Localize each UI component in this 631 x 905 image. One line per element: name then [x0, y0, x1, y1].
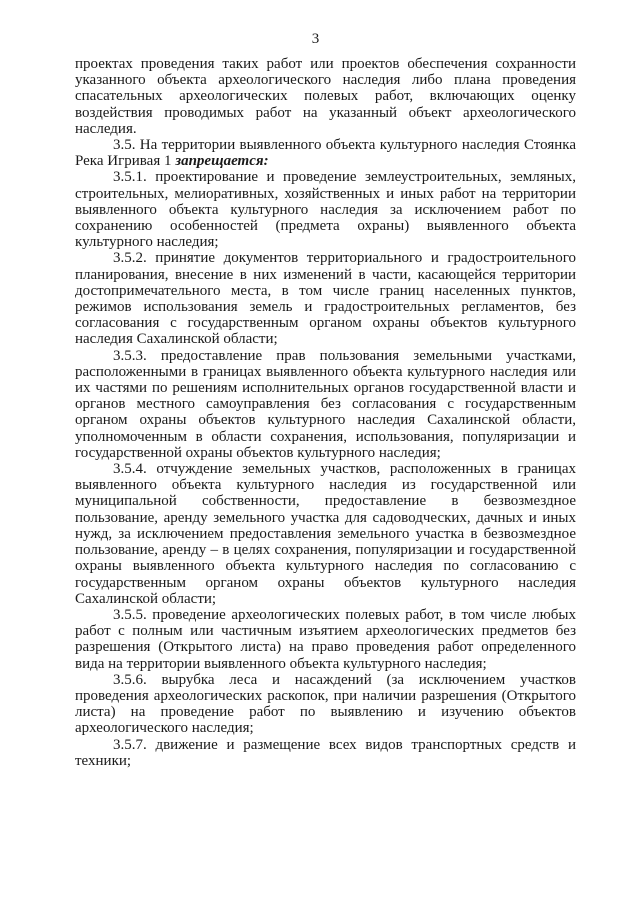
paragraph-3-5-1: 3.5.1. проектирование и проведение землеустроительных, земляных, строительных, мелиоративных, хозяйственных и иных работ на территории выявленного объекта культурного наследия за исключением работ по сохранению особенностей (предмета охраны) выявленного объекта культурного наследия;	[75, 169, 576, 251]
prohibited-heading: запрещается:	[175, 153, 269, 170]
paragraph-3-5-5: 3.5.5. проведение археологических полевых работ, в том числе любых работ с полным или частичным изъятием археологических предметов без разрешения (Открытого листа) на право проведения работ определенного вида на территории выявленного объекта культурного наследия;	[75, 606, 576, 672]
paragraph-continuation: проектах проведения таких работ или проектов обеспечения сохранности указанного объекта археологического наследия либо плана проведения спасательных археологических полевых работ, включающих оценку воздействия проводимых работ на указанный объект археологического наследия.	[75, 56, 576, 137]
paragraph-3-5-text: 3.5. На территории выявленного объекта культурного наследия Стоянка Река Игривая 1	[75, 137, 576, 170]
paragraph-3-5-4: 3.5.4. отчуждение земельных участков, расположенных в границах выявленного объекта культурного наследия из государственной или муниципальной собственности, предоставление в безвозмездное пользование, аренду земельного участка для садоводческих, дачных и иных нужд, за исключением предоставления земельного участка в безвозмездное пользование, аренду – в целях сохранения, популяризации и государственной охраны выявленного объекта культурного наследия по согласованию с государственным органом охраны объектов культурного наследия Сахалинской области;	[75, 461, 576, 607]
paragraph-3-5-7: 3.5.7. движение и размещение всех видов транспортных средств и техники;	[75, 736, 576, 769]
document-body	[75, 56, 576, 769]
paragraph-3-5-2: 3.5.2. принятие документов территориального и градостроительного планирования, внесение в них изменений в части, касающейся территории достопримечательного места, в том числе границ населенных пунктов, режимов использования земель и градостроительных регламентов, без согласования с государственным органом охраны объектов культурного наследия Сахалинской области;	[75, 250, 576, 348]
paragraph-3-5	[75, 137, 576, 169]
page-number: 3	[311, 31, 320, 47]
paragraph-3-5-6: 3.5.6. вырубка леса и насаждений (за исключением участков проведения археологических раскопок, при наличии разрешения (Открытого листа) на проведение работ по выявлению и изучению объектов археологического наследия;	[75, 671, 576, 737]
paragraph-3-5-3: 3.5.3. предоставление прав пользования земельными участками, расположенными в границах выявленного объекта культурного наследия или их частями по решениям исполнительных органов государственной власти и органов местного самоуправления без согласования с государственным органом охраны объектов культурного наследия Сахалинской области, уполномоченным в области сохранения, использования, популяризации и государственной охраны объектов культурного наследия;	[75, 347, 576, 461]
